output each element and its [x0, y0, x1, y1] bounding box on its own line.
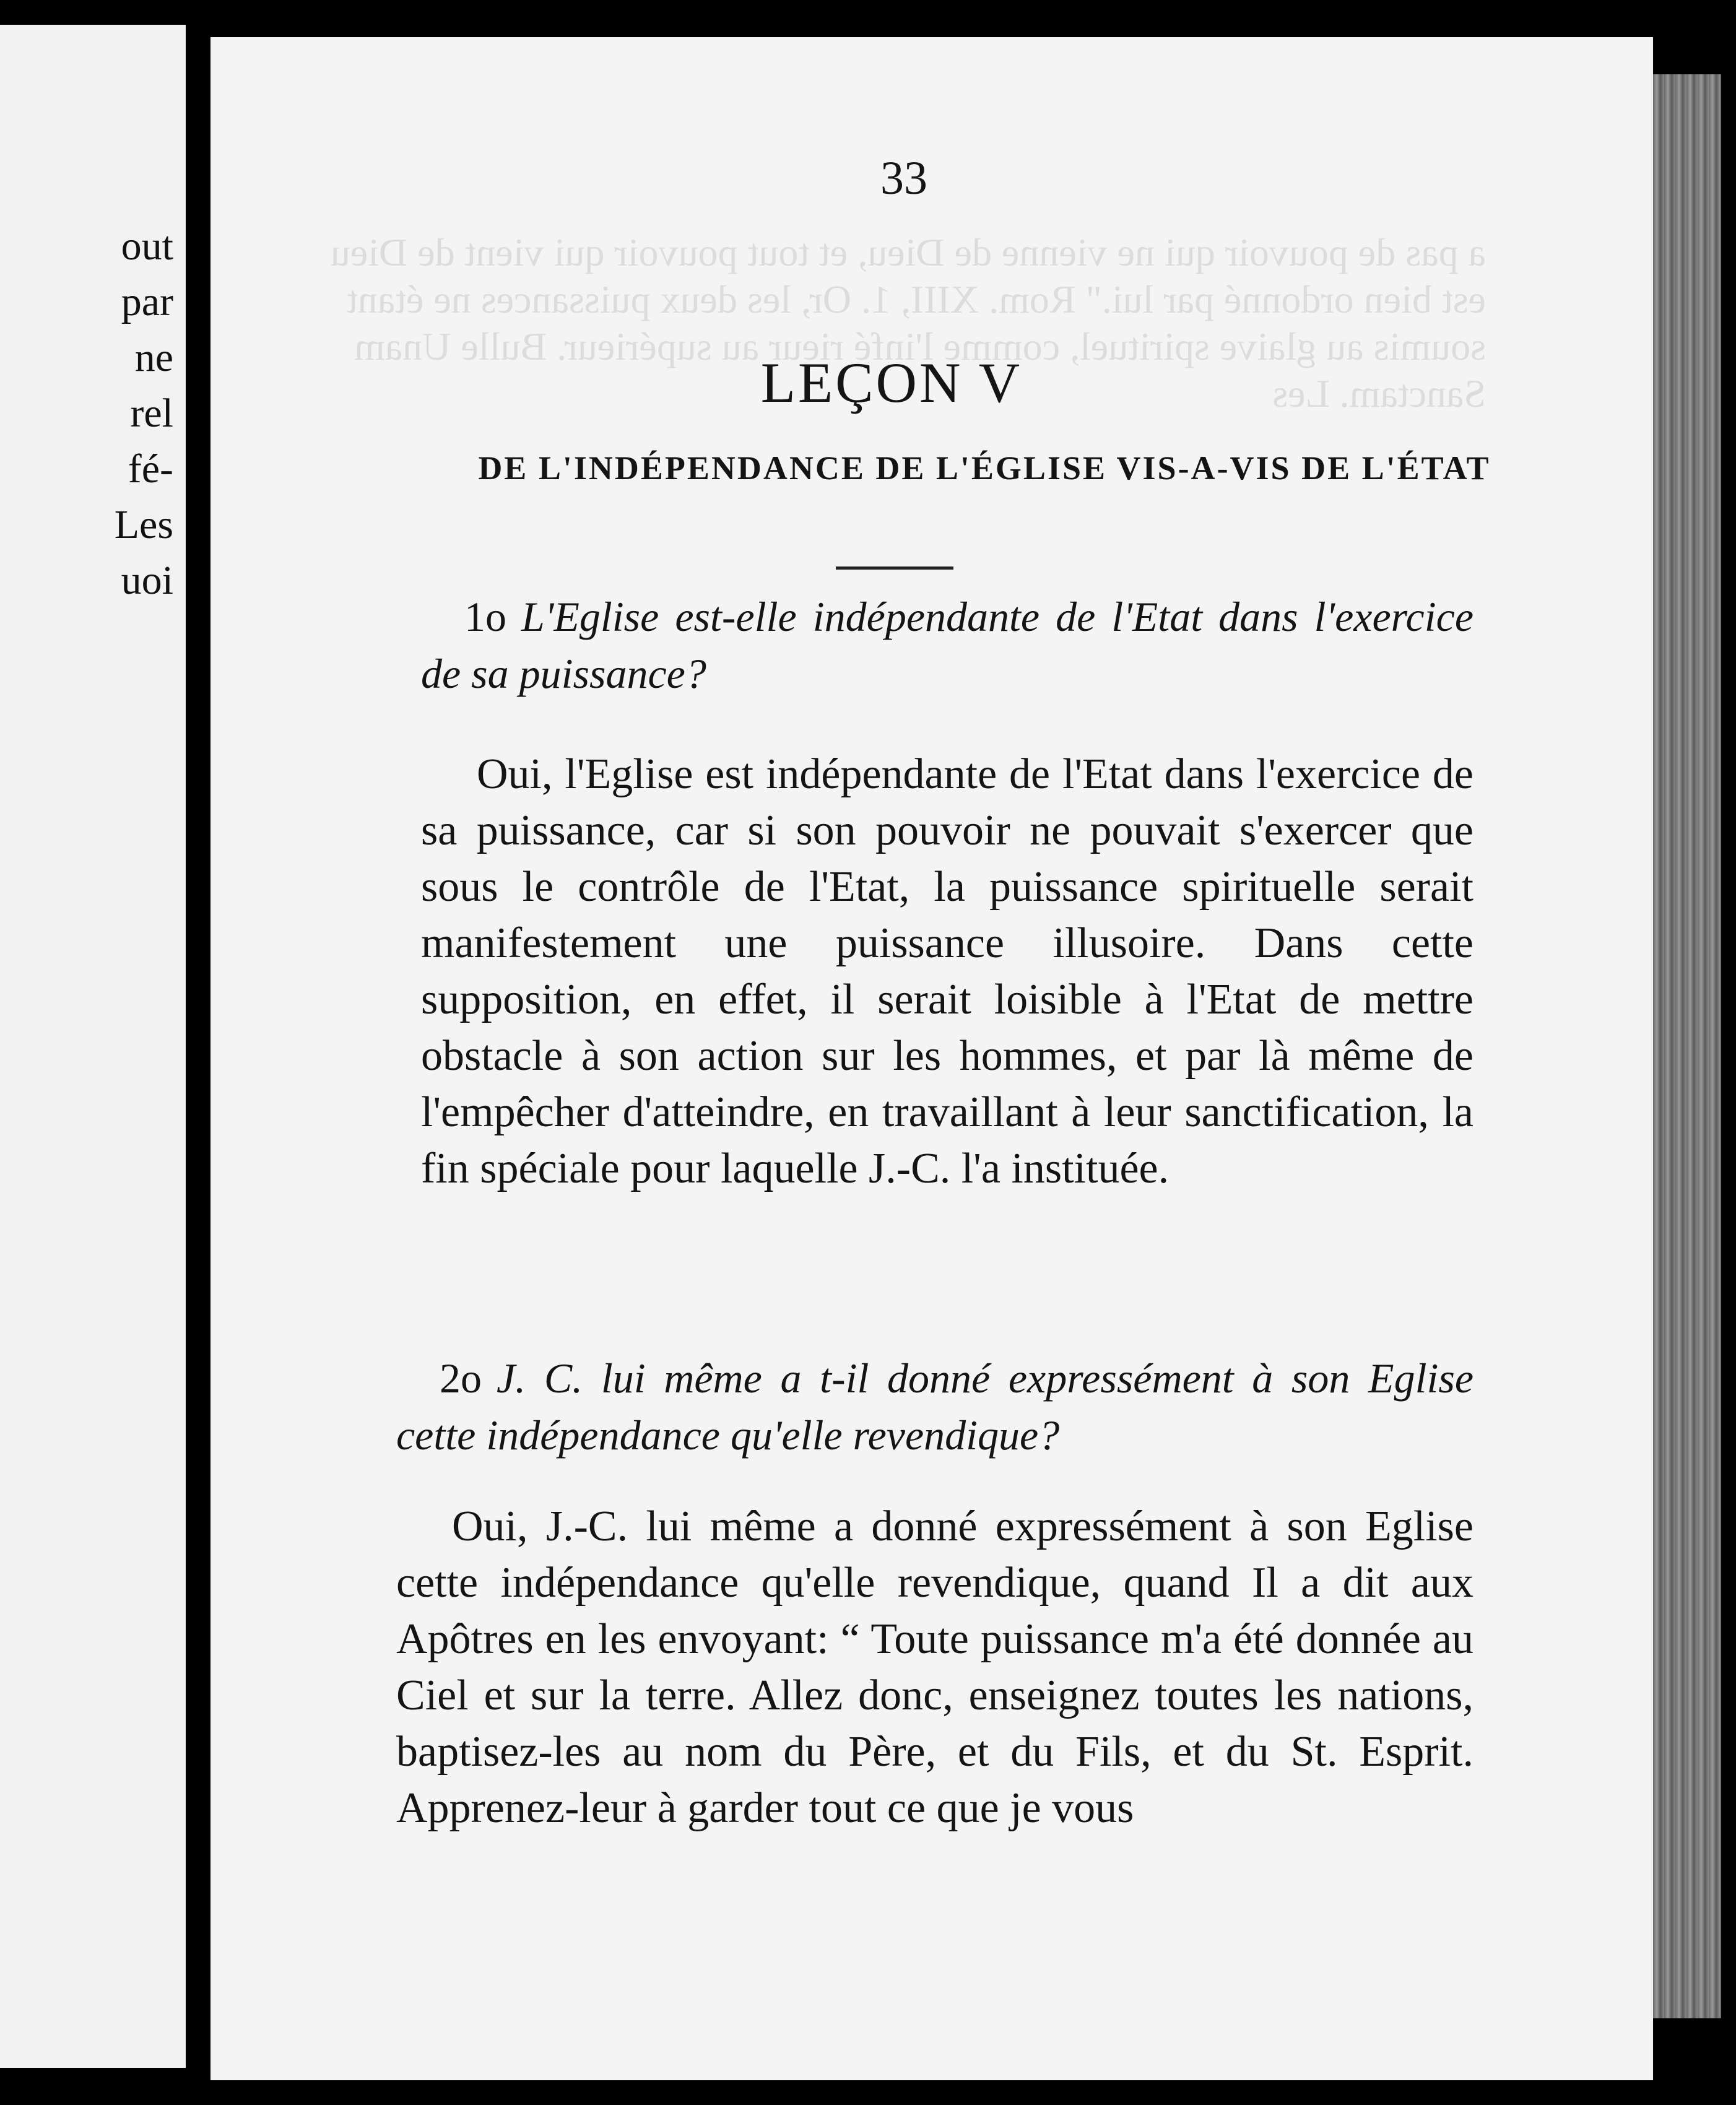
book-page: [210, 37, 1653, 2080]
answer-2: Oui, J.-C. lui même a donné expressément à son Eglise cette indépendance qu'elle revendique, quand Il a dit aux Apôtres en les envoyant: “ Toute puissance m'a été donnée au Ciel et sur la terre. Allez donc, enseignez toutes les nations, baptisez-les au nom du Père, et du Fils, et du St. Esprit. Apprenez-leur à garder tout ce que je vous: [396, 1503, 1473, 1832]
previous-page-fragment: ne: [134, 335, 173, 380]
previous-page-fragment: fé-: [128, 446, 173, 492]
lesson-subtitle: DE L'INDÉPENDANCE DE L'ÉGLISE VIS-A-VIS DE L'ÉTAT: [478, 449, 1491, 487]
bleed-through-text: a pas de pouvoir qui ne vienne de Dieu, et tout pouvoir qui vient de Dieu est bien ordonné par lui." Rom. XIII, 1. Or, les deux puissances ne étant soumis au glaive spirituel, comme l'infé rieur au supérieur. Bulle Unam Sanctam. Les: [330, 230, 1486, 415]
question-2: [396, 1350, 1473, 1464]
answer-1: Oui, l'Eglise est indépendante de l'Etat dans l'exercice de sa puissance, car si son pouvoir ne pouvait s'exercer que sous le contrôle de l'Etat, la puissance spirituelle serait manifestement une puissance illusoire. Dans cette supposition, en effet, il serait loisible à l'Etat de mettre obstacle à son action sur les hommes, et par là même de l'empêcher d'atteindre, en travaillant à leur sanctification, la fin spéciale pour laquelle J.-C. l'a instituée.: [421, 750, 1473, 1192]
question-number: 1o: [464, 593, 506, 640]
previous-page-fragment: out: [121, 224, 173, 269]
book-page-edges: [1653, 74, 1721, 2018]
previous-page-fragment: Les: [114, 502, 173, 547]
previous-page-edge: [0, 25, 186, 2068]
question-1: [421, 588, 1473, 702]
question-text: J. C. lui même a t-il donné expressément à son Eglise cette indépendance qu'elle revendique?: [396, 1355, 1473, 1459]
question-number: 2o: [440, 1355, 482, 1402]
page-number: 33: [880, 152, 927, 204]
previous-page-fragment: uoi: [121, 558, 173, 603]
question-text: L'Eglise est-elle indépendante de l'Etat dans l'exercice de sa puissance?: [421, 593, 1473, 697]
title-divider: [836, 566, 953, 570]
lesson-title: LEÇON V: [760, 351, 1023, 414]
previous-page-fragment: par: [121, 279, 173, 324]
previous-page-fragment: rel: [130, 391, 173, 436]
